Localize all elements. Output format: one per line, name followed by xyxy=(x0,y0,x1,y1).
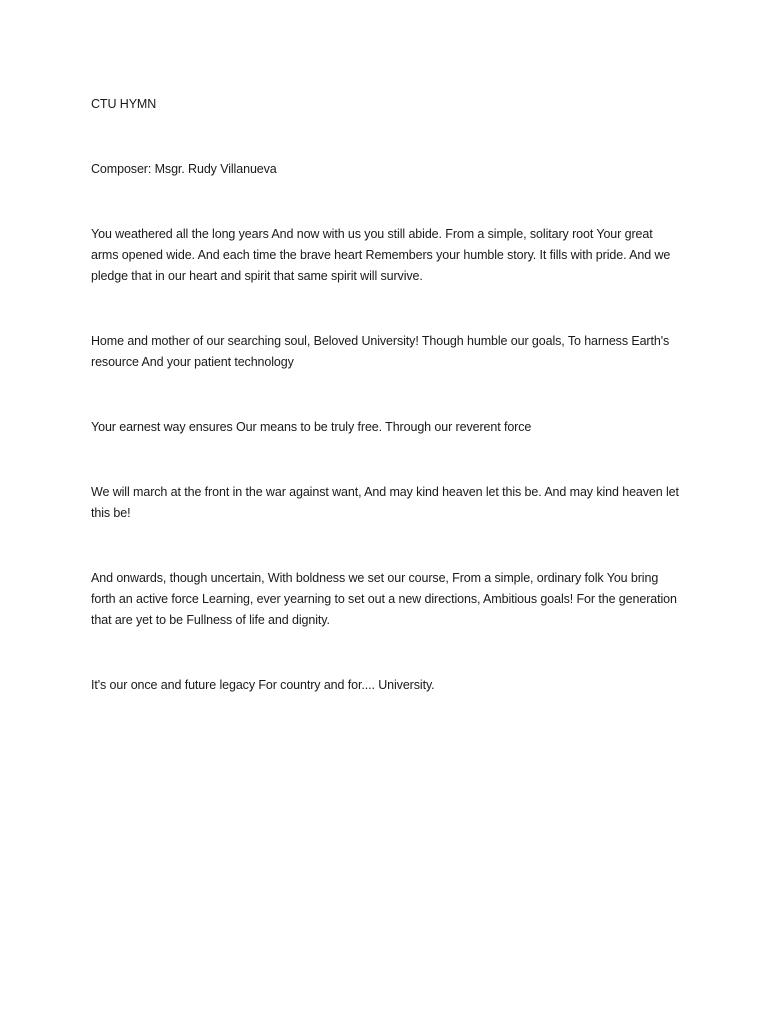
document-body xyxy=(91,94,681,696)
stanza-3: Your earnest way ensures Our means to be truly free. Through our reverent force xyxy=(91,420,532,434)
stanza-5: And onwards, though uncertain, With boldness we set our course, From a simple, ordinary folk You bring forth an active force Learning, ever yearning to set out a new directions, Ambitious goals! For the generation that are yet to be Fullness of life and dignity. xyxy=(91,571,677,627)
stanza-2: Home and mother of our searching soul, Beloved University! Though humble our goals, To harness Earth's resource And your patient technology xyxy=(91,334,670,369)
stanza-6: It's our once and future legacy For country and for.... University. xyxy=(91,678,435,692)
document-title: CTU HYMN xyxy=(91,97,157,111)
composer-line: Composer: Msgr. Rudy Villanueva xyxy=(91,162,277,176)
stanza-1: You weathered all the long years And now with us you still abide. From a simple, solitary root Your great arms opened wide. And each time the brave heart Remembers your humble story. It fills with pride. And we pledge that in our heart and spirit that same spirit will survive. xyxy=(91,227,671,283)
stanza-4: We will march at the front in the war against want, And may kind heaven let this be. And may kind heaven let this be! xyxy=(91,485,679,520)
